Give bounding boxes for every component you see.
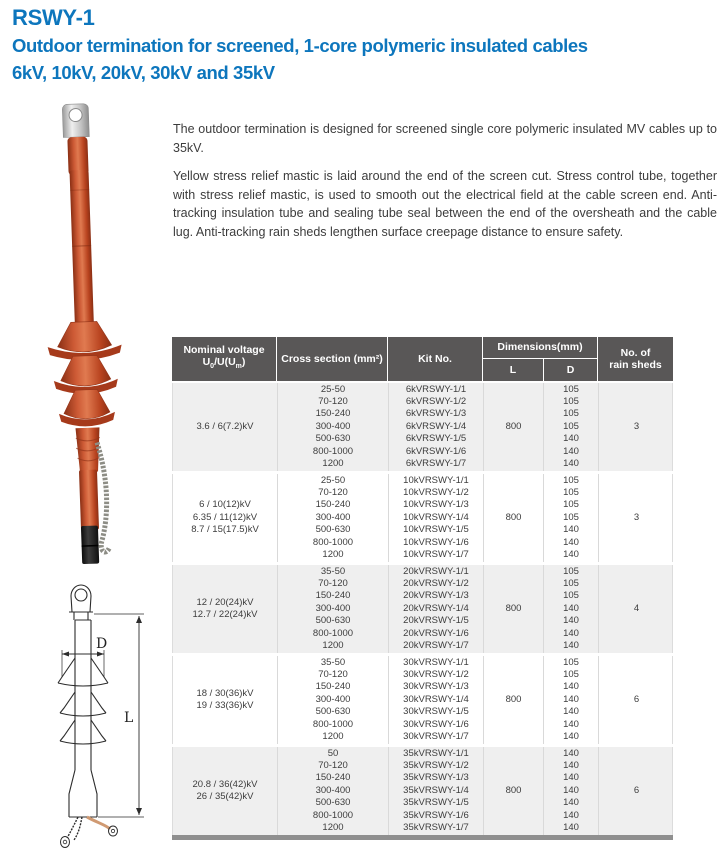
cross-section-value: 800-1000 [312,809,354,821]
dim-d-value: 140 [563,706,579,718]
kit-no-value: 10kVRSWY-1/2 [403,487,469,499]
cross-section-value: 1200 [322,548,344,560]
kit-no-value: 30kVRSWY-1/3 [403,681,469,693]
kit-no-value: 20kVRSWY-1/2 [403,578,469,590]
dim-d-value: 105 [563,590,579,602]
dim-l-value: 800 [505,421,522,432]
technical-drawing [8,580,168,848]
dim-d-value: 140 [563,433,579,445]
dim-l-cell [483,474,543,562]
table-group [172,383,673,471]
header-nominal-voltage: Nominal voltage $U_0/U(U_m)$ [172,337,276,381]
kit-no-value: 10kVRSWY-1/1 [403,474,469,486]
kit-no-value: 20kVRSWY-1/7 [403,639,469,651]
dim-l-cell [483,747,543,835]
dim-l-cell [483,565,543,653]
rain-sheds-cell [598,656,674,744]
dim-d-column [543,474,598,562]
kit-no-value: 6kVRSWY-1/7 [405,457,467,469]
header-dim-d: D [543,359,597,381]
kit-no-value: 35kVRSWY-1/1 [403,747,469,759]
dim-d-value: 105 [563,474,579,486]
cross-section-value: 70-120 [318,396,348,408]
drawing-copper-wire [87,817,110,829]
dim-d-value: 140 [563,693,579,705]
lower-tube [79,470,99,531]
rain-sheds-cell [598,747,674,835]
dimension-label-d: D [96,636,108,652]
header-dim-l: L [509,363,517,376]
dim-l-value: 800 [505,512,522,523]
kit-no-value: 10kVRSWY-1/3 [403,499,469,511]
description-paragraph-2: Yellow stress relief mastic is laid around the end of the screen cut. Stress control tube, together with stress relief mastic, is used to smooth out the electrical field at the cable screen end. Anti-tracking insulation tube and sealing tube seal between the end of the oversheath and the cable lug. Anti-tracking rain sheds lengthen surface creepage distance to ensure safety. [173,169,717,239]
cross-section-column [277,383,388,471]
kit-no-value: 30kVRSWY-1/7 [403,730,469,742]
cross-section-value: 1200 [322,639,344,651]
kit-no-column [388,565,483,653]
rain-sheds-value: 6 [633,694,640,705]
kit-no-value: 35kVRSWY-1/6 [403,809,469,821]
dim-d-value: 105 [563,669,579,681]
cross-section-value: 800-1000 [312,445,354,457]
cross-section-value: 300-400 [315,420,351,432]
table-group [172,474,673,562]
kit-no-value: 6kVRSWY-1/2 [405,396,467,408]
lug-hole [69,108,82,121]
dim-d-value: 105 [563,487,579,499]
cross-section-value: 25-50 [320,383,346,395]
voltage-cell [173,565,277,653]
dim-l-value: 800 [505,603,522,614]
rain-sheds-cell [598,383,674,471]
kit-no-value: 30kVRSWY-1/5 [403,706,469,718]
voltage-cell [173,474,277,562]
dim-d-value: 140 [563,730,579,742]
table-header [172,337,673,381]
table-bottom-bar [172,835,673,840]
rain-sheds-cell [598,474,674,562]
title-block [12,4,712,86]
kit-no-value: 20kVRSWY-1/1 [403,565,469,577]
voltage-cell [173,656,277,744]
voltage-line: 3.6 / 6(7.2)kV [196,420,254,432]
dim-d-value: 140 [563,809,579,821]
kit-no-value: 35kVRSWY-1/7 [403,821,469,833]
dim-l-value: 800 [505,694,522,705]
cross-section-value: 70-120 [318,578,348,590]
cross-section-value: 70-120 [318,760,348,772]
dim-d-value: 140 [563,615,579,627]
earth-braid [97,442,110,552]
cross-section-value: 800-1000 [312,627,354,639]
dim-d-value: 140 [563,718,579,730]
kit-no-value: 6kVRSWY-1/4 [405,420,467,432]
voltage-symbol: $U_0/U(U_m)$ [202,356,246,371]
dim-d-value: 140 [563,639,579,651]
dim-d-column [543,747,598,835]
cross-section-value: 300-400 [315,693,351,705]
description-paragraph-1: The outdoor termination is designed for screened single core polymeric insulated MV cables up to 35kV. [173,122,717,155]
cross-section-column [277,474,388,562]
dim-d-value: 140 [563,747,579,759]
rain-sheds-value: 6 [633,785,640,796]
cross-section-value: 150-240 [315,499,351,511]
voltage-line: 26 / 35(42)kV [196,791,254,802]
kit-no-value: 10kVRSWY-1/5 [403,524,469,536]
kit-no-value: 35kVRSWY-1/4 [403,784,469,796]
dimension-label-l: L [124,710,134,726]
cross-section-value: 800-1000 [312,718,354,730]
dim-d-value: 105 [563,578,579,590]
cross-section-column [277,565,388,653]
kit-no-value: 20kVRSWY-1/6 [403,627,469,639]
cable-jacket [81,526,99,565]
description [173,120,717,252]
kit-no-value: 20kVRSWY-1/4 [403,602,469,614]
cross-section-value: 70-120 [318,669,348,681]
dim-d-value: 140 [563,602,579,614]
header-cross-section: Cross section (mm²) [276,337,387,381]
table-group [172,747,673,835]
product-photo [22,98,140,566]
table-groups [172,383,673,835]
cross-section-value: 150-240 [315,681,351,693]
kit-no-value: 30kVRSWY-1/1 [403,656,469,668]
cross-section-value: 500-630 [315,615,351,627]
dim-d-column [543,565,598,653]
dim-d-value: 105 [563,565,579,577]
cross-section-value: 300-400 [315,784,351,796]
rain-sheds-cell [598,565,674,653]
dim-l-cell [483,383,543,471]
kit-no-value: 35kVRSWY-1/2 [403,760,469,772]
dim-d-value: 140 [563,760,579,772]
cross-section-value: 300-400 [315,511,351,523]
cross-section-value: 500-630 [315,706,351,718]
drawing-base [69,770,97,817]
cross-section-column [277,656,388,744]
kit-no-value: 6kVRSWY-1/3 [405,408,467,420]
voltage-line: 12.7 / 22(24)kV [192,609,258,620]
cross-section-column [277,747,388,835]
kit-no-value: 35kVRSWY-1/5 [403,797,469,809]
dim-l-value: 800 [505,785,522,796]
dim-d-value: 140 [563,548,579,560]
kit-no-value: 30kVRSWY-1/6 [403,718,469,730]
product-code: RSWY-1 [12,5,95,30]
dim-d-value: 105 [563,408,579,420]
dim-d-value: 140 [563,627,579,639]
drawing-body [75,620,91,770]
kit-no-value: 6kVRSWY-1/1 [405,383,467,395]
dim-d-value: 140 [563,524,579,536]
rain-sheds-value: 4 [633,603,640,614]
drawing-braid-wire [67,817,82,840]
voltage-cell [173,383,277,471]
kit-no-column [388,383,483,471]
rain-sheds [47,321,125,428]
kit-no-value: 20kVRSWY-1/5 [403,615,469,627]
dim-d-value: 140 [563,536,579,548]
cross-section-value: 35-50 [320,565,346,577]
cross-section-value: 300-400 [315,602,351,614]
cross-section-value: 500-630 [315,524,351,536]
header-rain-sheds: No. of rain sheds [597,337,673,381]
header-kit-no: Kit No. [387,337,482,381]
dim-d-value: 105 [563,511,579,523]
cross-section-value: 25-50 [320,474,346,486]
cross-section-value: 50 [327,747,339,759]
kit-no-value: 10kVRSWY-1/7 [403,548,469,560]
kit-no-value: 6kVRSWY-1/5 [405,433,467,445]
header-dimensions [482,337,597,381]
cross-section-value: 1200 [322,457,344,469]
voltage-line: 20.8 / 36(42)kV [192,778,258,790]
kit-no-value: 30kVRSWY-1/4 [403,693,469,705]
cross-section-value: 500-630 [315,433,351,445]
dim-l-cell [483,656,543,744]
table-group [172,565,673,653]
cross-section-value: 35-50 [320,656,346,668]
voltage-line: 6 / 10(12)kV [199,499,251,511]
kit-no-column [388,656,483,744]
voltage-line: 12 / 20(24)kV [196,596,254,608]
selection-table [172,337,673,840]
lug-sleeve [67,137,88,176]
dim-d-value: 140 [563,445,579,457]
kit-no-value: 6kVRSWY-1/6 [405,445,467,457]
page-title: Outdoor termination for screened, 1-core polymeric insulated cables [12,35,588,56]
dim-d-value: 140 [563,681,579,693]
cross-section-value: 150-240 [315,772,351,784]
kit-no-value: 35kVRSWY-1/3 [403,772,469,784]
voltage-line: 8.7 / 15(17.5)kV [191,524,259,536]
kit-no-column [388,747,483,835]
dim-d-value: 140 [563,457,579,469]
dim-d-column [543,383,598,471]
dim-d-value: 105 [563,383,579,395]
rain-sheds-value: 3 [633,512,640,523]
header-dimensions-title: Dimensions(mm) [483,337,597,359]
dim-d-column [543,656,598,744]
kit-no-value: 10kVRSWY-1/6 [403,536,469,548]
dim-d-value: 140 [563,784,579,796]
cross-section-value: 150-240 [315,408,351,420]
dim-d-value: 105 [563,396,579,408]
termination-photo-group [39,103,129,565]
page-subtitle: 6kV, 10kV, 20kV, 30kV and 35kV [12,62,275,83]
voltage-line: 6.35 / 11(12)kV [192,511,258,523]
main-tube [69,170,94,329]
dim-d-value: 105 [563,656,579,668]
kit-no-value: 30kVRSWY-1/2 [403,669,469,681]
cross-section-value: 70-120 [318,487,348,499]
kit-no-column [388,474,483,562]
table-group [172,656,673,744]
cross-section-value: 1200 [322,821,344,833]
dim-d-value: 105 [563,499,579,511]
dim-d-value: 105 [563,420,579,432]
cross-section-value: 500-630 [315,797,351,809]
voltage-line: 19 / 33(36)kV [196,700,254,711]
kit-no-value: 20kVRSWY-1/3 [403,590,469,602]
dim-d-value: 140 [563,797,579,809]
rain-sheds-value: 3 [633,421,640,432]
kit-no-value: 10kVRSWY-1/4 [403,511,469,523]
dim-d-value: 140 [563,821,579,833]
voltage-cell [173,747,277,835]
cross-section-value: 800-1000 [312,536,354,548]
dim-d-value: 140 [563,772,579,784]
voltage-line: 18 / 30(36)kV [196,687,254,699]
cross-section-value: 1200 [322,730,344,742]
cross-section-value: 150-240 [315,590,351,602]
